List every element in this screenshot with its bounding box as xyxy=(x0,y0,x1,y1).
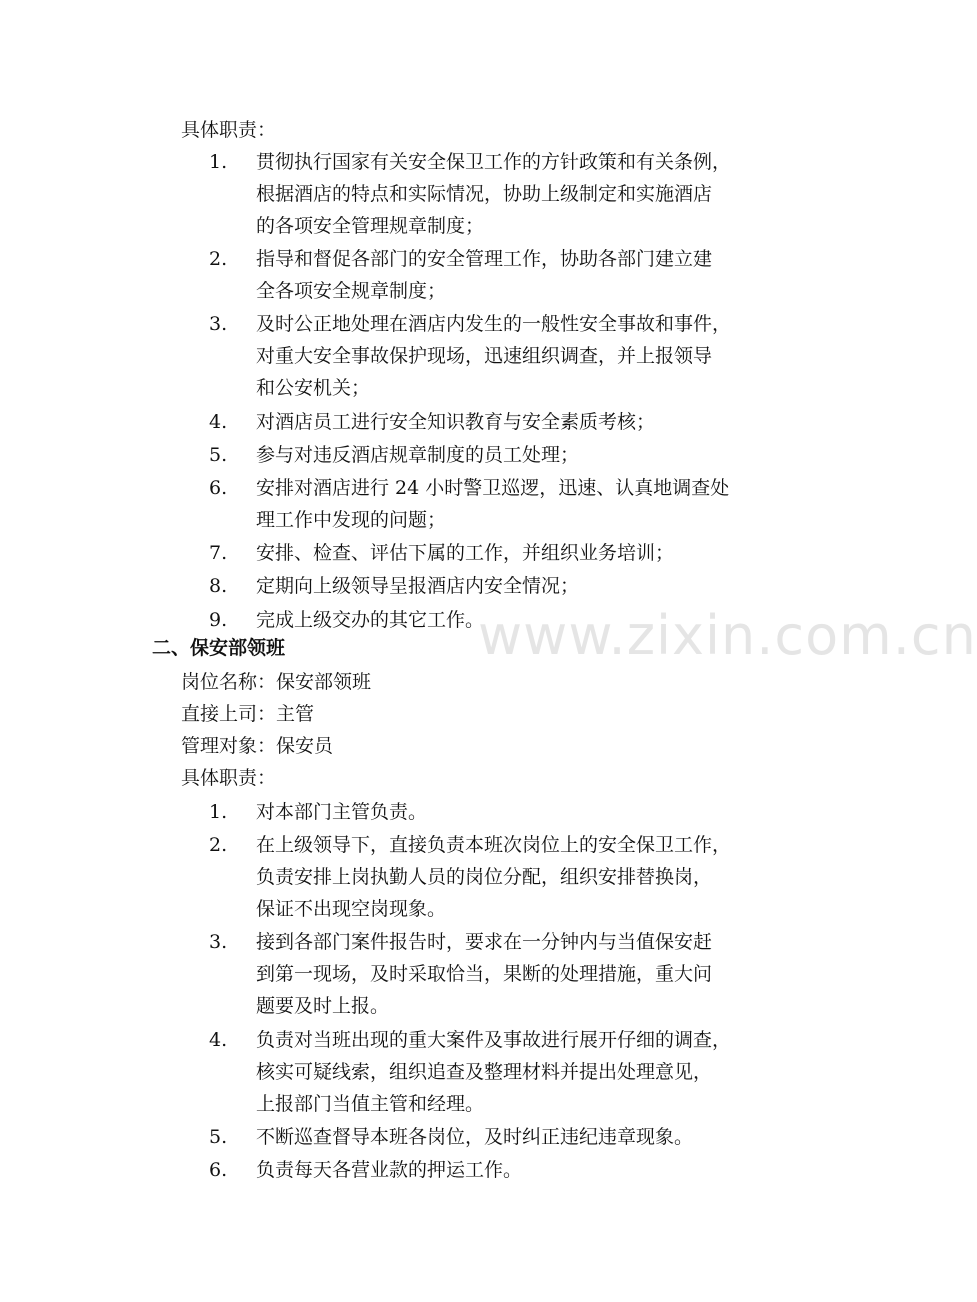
list-item-line: 根据酒店的特点和实际情况，协助上级制定和实施酒店 xyxy=(256,183,713,205)
list-item-line: 题要及时上报。 xyxy=(256,995,390,1018)
list-item-number: 4. xyxy=(209,1028,228,1051)
list-item-number: 4. xyxy=(209,410,228,433)
list-item-line: 安排对酒店进行 24 小时警卫巡逻，迅速、认真地调查处 xyxy=(256,477,730,499)
duties-label-2: 具体职责： xyxy=(181,767,277,789)
list-item-line: 及时公正地处理在酒店内发生的一般性安全事故和事件， xyxy=(256,313,732,336)
list-item-text xyxy=(256,1024,796,1120)
list-item-line: 负责安排上岗执勤人员的岗位分配，组织安排替换岗， xyxy=(256,866,713,889)
list-item-line: 完成上级交办的其它工作。 xyxy=(256,608,485,631)
list-item-text xyxy=(256,570,796,602)
list-item-number: 9. xyxy=(209,608,228,631)
list-item-line: 上报部门当值主管和经理。 xyxy=(256,1092,485,1115)
position-name: 岗位名称：保安部领班 xyxy=(181,671,372,693)
list-item-line: 负责对当班出现的重大案件及事故进行展开仔细的调查， xyxy=(256,1028,732,1051)
list-item-line: 接到各部门案件报告时，要求在一分钟内与当值保安赶 xyxy=(256,931,713,954)
list-item-number: 7. xyxy=(209,542,228,565)
list-item-line: 定期向上级领导呈报酒店内安全情况； xyxy=(256,575,580,598)
duties-label-1: 具体职责： xyxy=(181,119,277,141)
list-item-line: 安排、检查、评估下属的工作，并组织业务培训； xyxy=(256,542,675,565)
list-item-text xyxy=(256,926,796,1022)
list-item-line: 对酒店员工进行安全知识教育与安全素质考核； xyxy=(256,410,656,433)
list-item-text xyxy=(256,537,796,569)
list-item-line: 的各项安全管理规章制度； xyxy=(256,215,485,237)
list-item-line: 对本部门主管负责。 xyxy=(256,801,428,823)
managed-staff: 管理对象：保安员 xyxy=(181,735,334,757)
list-item-text xyxy=(256,1154,796,1186)
list-item-number: 2. xyxy=(209,248,228,271)
list-item-text xyxy=(256,796,796,828)
list-item-line: 参与对违反酒店规章制度的员工处理； xyxy=(256,443,580,466)
list-item-line: 在上级领导下，直接负责本班次岗位上的安全保卫工作， xyxy=(256,834,732,857)
list-item-line: 保证不出现空岗现象。 xyxy=(256,898,447,921)
list-item-number: 3. xyxy=(209,313,228,336)
direct-supervisor: 直接上司：主管 xyxy=(181,703,315,725)
list-item-text xyxy=(256,472,796,536)
list-item-number: 8. xyxy=(209,575,228,598)
list-item-number: 6. xyxy=(209,1159,228,1181)
list-item-number: 2. xyxy=(209,834,228,857)
list-item-text xyxy=(256,243,796,307)
list-item-text xyxy=(256,439,796,471)
list-item-number: 1. xyxy=(209,801,228,823)
list-item-text xyxy=(256,146,796,242)
list-item-number: 1. xyxy=(209,151,228,173)
list-item-line: 全各项安全规章制度； xyxy=(256,280,447,303)
list-item-line: 理工作中发现的问题； xyxy=(256,509,447,531)
list-item-number: 5. xyxy=(209,1125,228,1148)
list-item-line: 负责每天各营业款的押运工作。 xyxy=(256,1159,523,1181)
list-item-line: 不断巡查督导本班各岗位，及时纠正违纪违章现象。 xyxy=(256,1125,694,1148)
list-item-line: 指导和督促各部门的安全管理工作，协助各部门建立建 xyxy=(256,248,713,271)
list-item-number: 3. xyxy=(209,931,228,954)
list-item-line: 贯彻执行国家有关安全保卫工作的方针政策和有关条例， xyxy=(256,151,732,173)
list-item-text xyxy=(256,406,796,438)
list-item-line: 核实可疑线索，组织追查及整理材料并提出处理意见， xyxy=(256,1060,713,1083)
list-item-number: 6. xyxy=(209,477,228,499)
section-heading: 二、保安部领班 xyxy=(152,637,286,659)
list-item-text xyxy=(256,1121,796,1153)
list-item-line: 对重大安全事故保护现场，迅速组织调查，并上报领导 xyxy=(256,345,713,368)
list-item-line: 和公安机关； xyxy=(256,377,371,400)
watermark-logo: www.zixin.com.cn xyxy=(478,604,977,667)
list-item-text xyxy=(256,829,796,925)
list-item-number: 5. xyxy=(209,443,228,466)
list-item-text xyxy=(256,308,796,404)
list-item-line: 到第一现场，及时采取恰当，果断的处理措施，重大问 xyxy=(256,963,713,986)
